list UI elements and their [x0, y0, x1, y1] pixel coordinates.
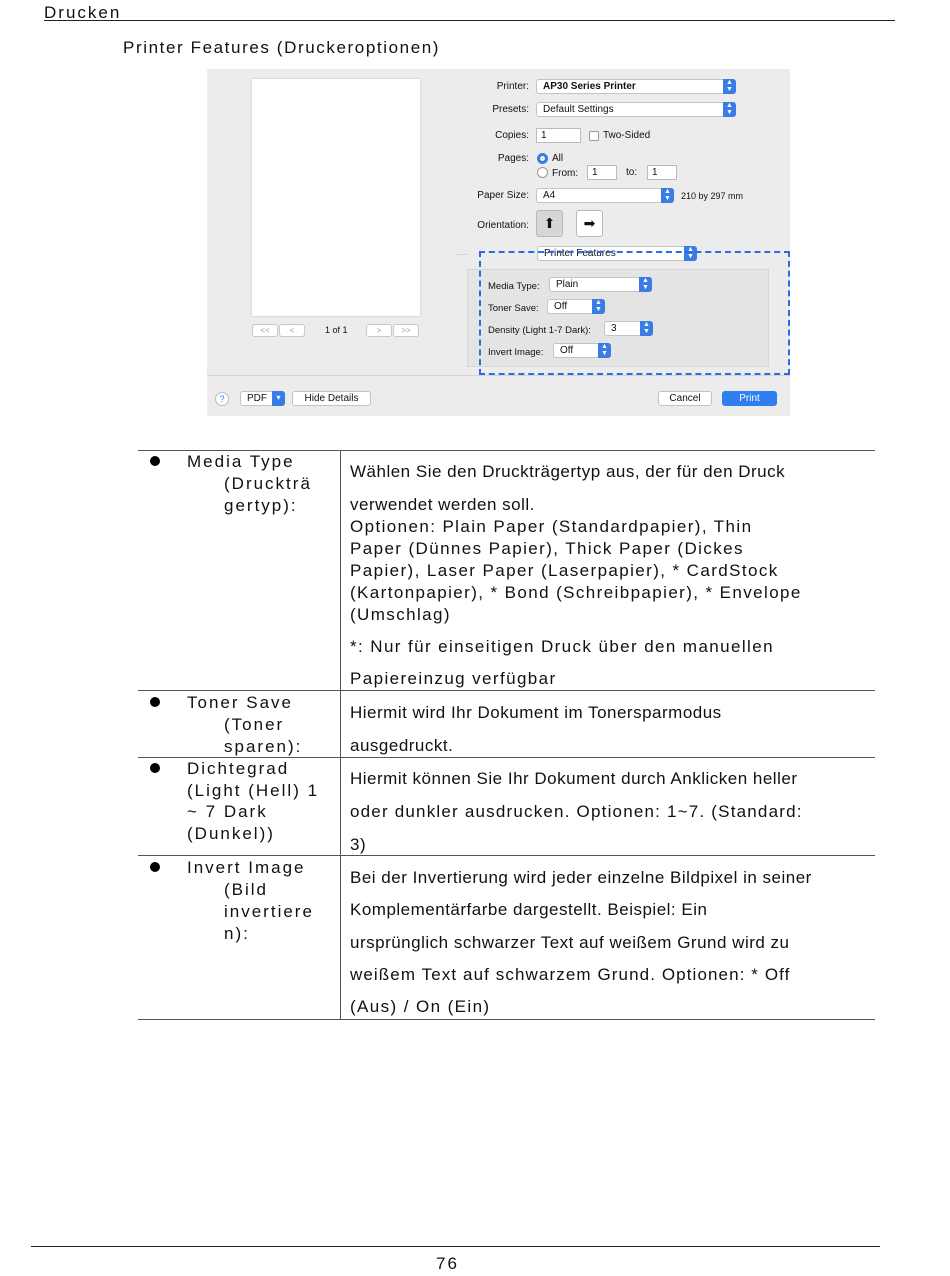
chevron-updown-icon: ▲ ▼ [661, 188, 674, 203]
term-invert-image-line3: invertiere [224, 902, 314, 921]
desc-invert-image-line4: weißem Text auf schwarzem Grund. Optionen: * Off [350, 965, 791, 984]
desc-density-line3: 3) [350, 835, 367, 854]
copies-label: Copies: [495, 130, 529, 141]
footer-rule [31, 1246, 880, 1247]
term-toner-save-line1: Toner Save [187, 693, 293, 712]
table-rule [138, 690, 875, 691]
help-icon[interactable]: ? [215, 392, 229, 406]
pages-all-label: All [552, 153, 564, 164]
portrait-icon[interactable]: ⬆ [536, 210, 563, 237]
table-rule [138, 855, 875, 856]
desc-density-line1: Hiermit können Sie Ihr Dokument durch Anklicken heller [350, 769, 798, 788]
dialog-divider [207, 375, 790, 376]
term-density-line3: ~ 7 Dark [187, 802, 268, 821]
printer-select[interactable] [536, 79, 736, 94]
toner-save-value: Off [554, 301, 568, 312]
print-button[interactable]: Print [722, 391, 777, 406]
separator-left [457, 254, 467, 255]
desc-invert-image-line2: Komplementärfarbe dargestellt. Beispiel: Ein [350, 900, 708, 919]
two-sided-label: Two-Sided [603, 130, 651, 141]
desc-media-type-line3: Optionen: Plain Paper (Standardpapier), Thin [350, 517, 753, 536]
print-dialog [207, 69, 790, 416]
media-type-value: Plain [556, 279, 579, 290]
copies-field[interactable]: 1 [536, 128, 581, 143]
desc-media-type-line6: (Kartonpapier), * Bond (Schreibpapier), * Envelope [350, 583, 802, 602]
chevron-updown-icon: ▲ ▼ [723, 102, 736, 117]
table-column-divider [340, 450, 341, 1019]
desc-toner-save-line2: ausgedruckt. [350, 736, 454, 755]
term-invert-image-line4: n): [224, 924, 250, 943]
invert-image-value: Off [560, 345, 574, 356]
desc-media-type-line5: Papier), Laser Paper (Laserpapier), * CardStock [350, 561, 779, 580]
desc-media-type-line4: Paper (Dünnes Papier), Thick Paper (Dickes [350, 539, 744, 558]
chevron-updown-icon: ▲ ▼ [639, 277, 652, 292]
pages-to-field[interactable]: 1 [647, 165, 677, 180]
orientation-label: Orientation: [477, 220, 529, 231]
pdf-label: PDF [247, 393, 267, 404]
paper-size-select[interactable] [536, 188, 674, 203]
printer-label: Printer: [496, 81, 529, 92]
desc-media-type-line9: Papiereinzug verfügbar [350, 669, 557, 688]
density-label: Density (Light 1-7 Dark): [488, 325, 591, 336]
table-rule [138, 1019, 875, 1020]
media-type-label: Media Type: [488, 281, 540, 292]
bullet-icon [150, 862, 160, 872]
chevron-updown-icon: ▲ ▼ [640, 321, 653, 336]
invert-image-label: Invert Image: [488, 347, 544, 358]
term-invert-image-line2: (Bild [224, 880, 269, 899]
first-page-button[interactable]: << [252, 324, 278, 337]
desc-media-type-line1: Wählen Sie den Druckträgertyp aus, der für den Druck [350, 462, 786, 481]
pages-from-label: From: [552, 168, 579, 179]
landscape-icon[interactable]: ➡ [576, 210, 603, 237]
printer-features-value: Printer Features [544, 248, 616, 259]
printer-value: AP30 Series Printer [543, 81, 636, 92]
paper-size-value: A4 [543, 190, 556, 201]
pages-to-label: to: [626, 167, 638, 178]
desc-invert-image-line1: Bei der Invertierung wird jeder einzelne Bildpixel in seiner [350, 868, 812, 887]
bullet-icon [150, 763, 160, 773]
highlight-frame [479, 251, 790, 375]
chevron-updown-icon: ▲ ▼ [598, 343, 611, 358]
presets-label: Presets: [492, 104, 529, 115]
chevron-updown-icon: ▲ ▼ [684, 246, 697, 261]
pages-all-radio[interactable] [537, 153, 548, 164]
pages-from-field[interactable]: 1 [587, 165, 617, 180]
toner-save-label: Toner Save: [488, 303, 539, 314]
pdf-menu-button[interactable] [240, 391, 285, 406]
chevron-updown-icon: ▲ ▼ [592, 299, 605, 314]
cancel-button[interactable]: Cancel [658, 391, 712, 406]
desc-invert-image-line3: ursprünglich schwarzer Text auf weißem Grund wird zu [350, 933, 790, 952]
chevron-down-icon: ▾ [272, 391, 285, 406]
presets-select[interactable] [536, 102, 736, 117]
paper-size-dimensions: 210 by 297 mm [681, 191, 744, 201]
desc-media-type-line8: *: Nur für einseitigen Druck über den manuellen [350, 637, 774, 656]
subsection-title: Printer Features (Druckeroptionen) [123, 38, 441, 57]
bullet-icon [150, 456, 160, 466]
pages-label: Pages: [497, 153, 529, 164]
paper-size-label: Paper Size: [477, 190, 529, 201]
desc-invert-image-line5: (Aus) / On (Ein) [350, 997, 491, 1016]
desc-density-line2: oder dunkler ausdrucken. Optionen: 1~7. (Standard: [350, 802, 803, 821]
chevron-updown-icon: ▲ ▼ [723, 79, 736, 94]
header-rule [44, 20, 895, 21]
presets-value: Default Settings [543, 104, 614, 115]
hide-details-button[interactable]: Hide Details [292, 391, 371, 406]
prev-page-button[interactable]: < [279, 324, 305, 337]
next-page-button[interactable]: > [366, 324, 392, 337]
term-invert-image-line1: Invert Image [187, 858, 306, 877]
page-status: 1 of 1 [325, 325, 348, 335]
term-toner-save-line3: sparen): [224, 737, 303, 756]
bullet-icon [150, 697, 160, 707]
term-density-line2: (Light (Hell) 1 [187, 781, 320, 800]
term-media-type-line3: gertyp): [224, 496, 298, 515]
desc-toner-save-line1: Hiermit wird Ihr Dokument im Tonersparmodus [350, 703, 722, 722]
section-title: Drucken [44, 3, 122, 22]
term-density-line1: Dichtegrad [187, 759, 290, 778]
last-page-button[interactable]: >> [393, 324, 419, 337]
pages-range-radio[interactable] [537, 167, 548, 178]
term-density-line4: (Dunkel)) [187, 824, 275, 843]
two-sided-checkbox[interactable] [589, 131, 599, 141]
term-media-type-line1: Media Type [187, 452, 295, 471]
term-toner-save-line2: (Toner [224, 715, 285, 734]
term-media-type-line2: (Druckträ [224, 474, 312, 493]
desc-media-type-line7: (Umschlag) [350, 605, 451, 624]
print-preview-page [252, 79, 420, 316]
desc-media-type-line2: verwendet werden soll. [350, 495, 535, 514]
page-number: 76 [436, 1254, 459, 1273]
density-value: 3 [611, 323, 617, 334]
